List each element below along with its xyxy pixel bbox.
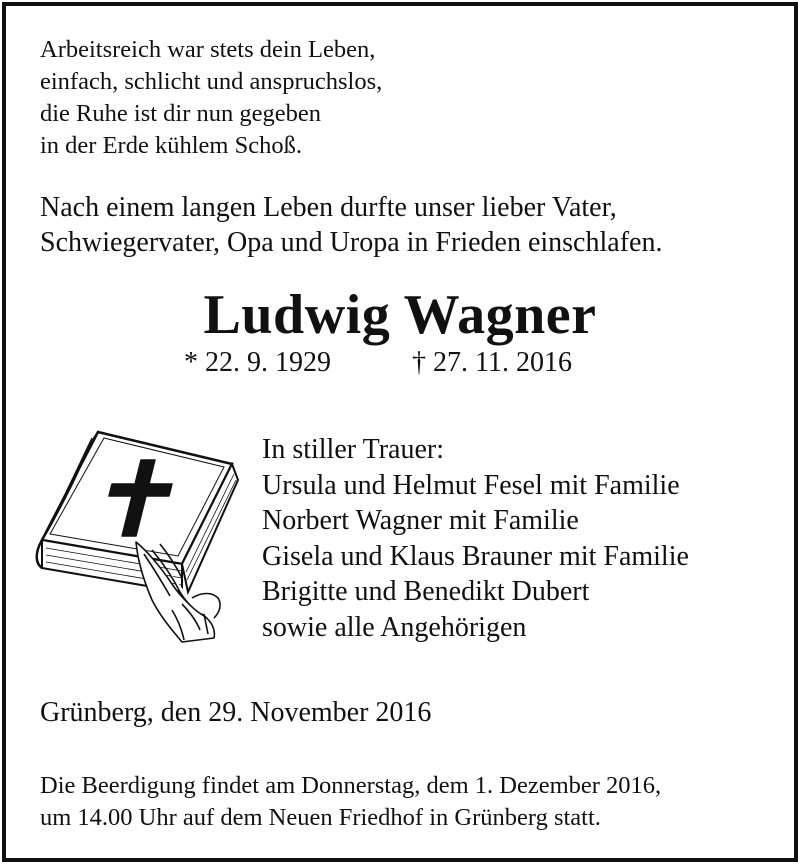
obituary-frame <box>2 2 798 862</box>
bible-with-cross-and-praying-hands-icon <box>32 424 242 646</box>
poem-line: Arbeitsreich war stets dein Leben, <box>40 36 376 63</box>
birth-date: * 22. 9. 1929 <box>184 347 331 378</box>
deceased-name: Ludwig Wagner <box>203 284 597 346</box>
poem-line: in der Erde kühlem Schoß. <box>40 132 302 159</box>
intro-line: Nach einem langen Leben durfte unser lieber Vater, <box>40 192 617 223</box>
poem-line: die Ruhe ist dir nun gegeben <box>40 100 322 127</box>
funeral-line: um 14.00 Uhr auf dem Neuen Friedhof in Grünberg statt. <box>40 804 601 831</box>
mourners-heading: In stiller Trauer: <box>262 434 444 465</box>
mourner-line: sowie alle Angehörigen <box>262 611 527 643</box>
poem-line: einfach, schlicht und anspruchslos, <box>40 68 383 95</box>
mourner-line: Brigitte und Benedikt Dubert <box>262 576 590 607</box>
place-and-date: Grünberg, den 29. November 2016 <box>40 697 432 728</box>
funeral-line: Die Beerdigung findet am Donnerstag, dem 1. Dezember 2016, <box>40 772 662 799</box>
intro-line: Schwiegervater, Opa und Uropa in Frieden einschlafen. <box>40 227 663 258</box>
mourner-line: Gisela und Klaus Brauner mit Familie <box>262 540 689 572</box>
mourners-list <box>262 432 689 645</box>
mourner-line: Norbert Wagner mit Familie <box>262 505 579 536</box>
memorial-poem <box>40 34 382 162</box>
death-date: † 27. 11. 2016 <box>412 347 572 378</box>
funeral-notice <box>40 770 661 834</box>
intro-text <box>40 190 662 260</box>
mourner-line: Ursula und Helmut Fesel mit Familie <box>262 469 680 501</box>
